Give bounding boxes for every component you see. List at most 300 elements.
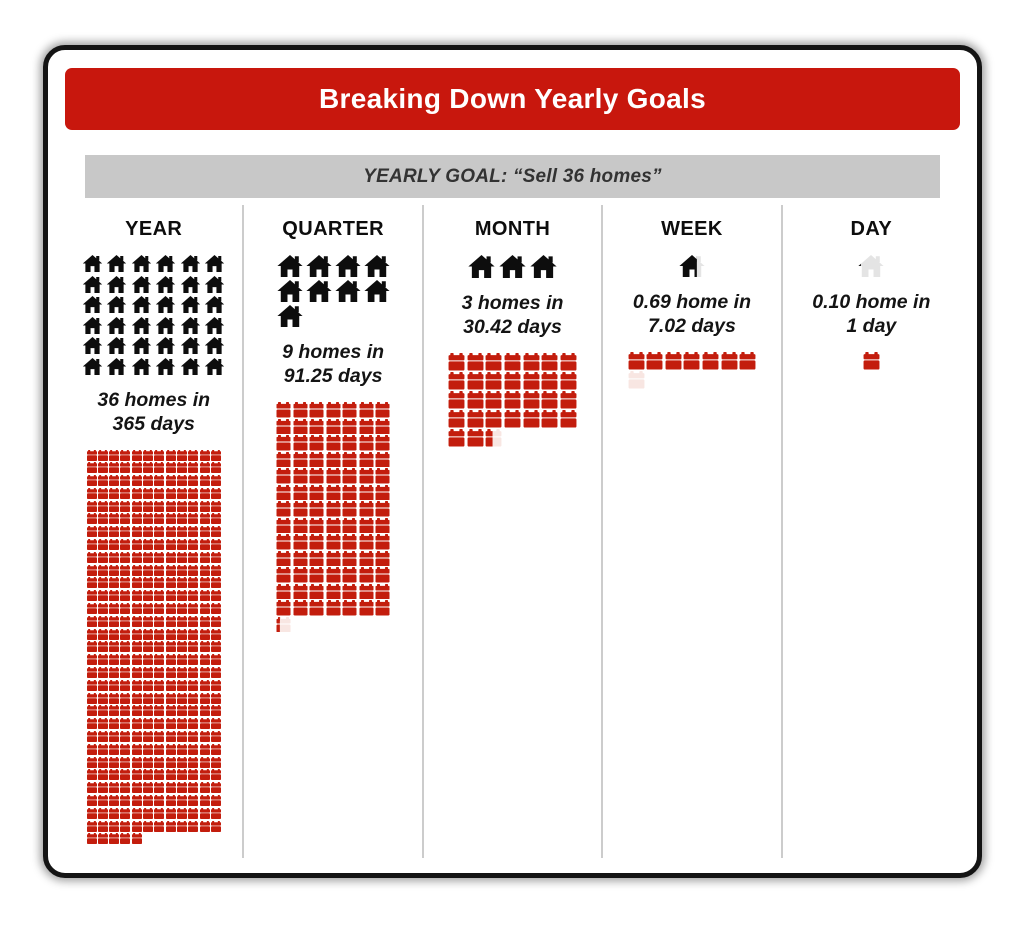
calendar-day-icon: [504, 372, 521, 390]
calendar-day-icon: [87, 731, 97, 742]
calendar-day-icon: [166, 757, 176, 768]
period-label: YEAR: [125, 218, 183, 240]
calendar-day-icon: [120, 450, 130, 461]
calendar-day-icon: [132, 629, 142, 640]
calendar-day-icon: [143, 577, 153, 588]
calendar-day-icon: [276, 551, 291, 567]
calendar-day-icon: [560, 372, 577, 390]
calendar-day-icon: [166, 552, 176, 563]
calendar-day-icon: [721, 352, 738, 370]
calendar-day-icon: [177, 539, 187, 550]
calendar-day-icon: [211, 744, 221, 755]
calendar-day-icon: [276, 419, 291, 435]
calendar-day-icon: [188, 462, 198, 473]
calendar-day-icon: [87, 718, 97, 729]
house-icon: [131, 296, 152, 313]
calendar-day-icon: [523, 410, 540, 428]
calendar-day-icon: [177, 808, 187, 819]
calendar-day-icon: [342, 518, 357, 534]
calendar-day-icon: [276, 485, 291, 501]
calendar-day-icon: [109, 833, 119, 844]
calendar-day-icon: [109, 795, 119, 806]
calendar-day-icon: [87, 795, 97, 806]
day-pictogram: [87, 450, 221, 845]
calendar-day-icon: [87, 450, 97, 461]
calendar-day-icon: [154, 680, 164, 691]
calendar-day-icon: [200, 629, 210, 640]
house-icon: [306, 280, 332, 302]
day-pictogram: [276, 402, 390, 632]
calendar-day-icon: [109, 693, 119, 704]
calendar-day-icon: [166, 475, 176, 486]
calendar-day-icon: [98, 680, 108, 691]
calendar-day-icon: [342, 567, 357, 583]
calendar-day-icon: [120, 590, 130, 601]
calendar-day-icon: [326, 551, 341, 567]
calendar-day-icon: [87, 693, 97, 704]
calendar-day-icon: [342, 435, 357, 451]
calendar-day-icon: [132, 590, 142, 601]
calendar-day-icon: [863, 352, 880, 370]
house-icon: [180, 255, 201, 272]
calendar-day-icon: [98, 488, 108, 499]
calendar-day-icon: [132, 821, 142, 832]
calendar-day-icon: [166, 641, 176, 652]
calendar-day-icon: [98, 795, 108, 806]
calendar-day-icon: [132, 552, 142, 563]
calendar-day-icon: [211, 641, 221, 652]
calendar-day-icon: [188, 475, 198, 486]
calendar-day-icon: [200, 693, 210, 704]
house-pictogram: [82, 255, 226, 375]
house-icon: [131, 276, 152, 293]
calendar-day-icon: [211, 757, 221, 768]
calendar-day-icon: [132, 565, 142, 576]
calendar-day-icon: [375, 600, 390, 616]
calendar-day-icon: [200, 616, 210, 627]
calendar-day-icon: [166, 488, 176, 499]
calendar-day-icon: [276, 452, 291, 468]
calendar-day-icon: [211, 705, 221, 716]
calendar-day-icon: [177, 526, 187, 537]
calendar-day-icon: [177, 616, 187, 627]
calendar-day-icon: [560, 353, 577, 371]
calendar-day-icon: [200, 475, 210, 486]
calendar-day-icon: [154, 629, 164, 640]
calendar-day-icon: [109, 629, 119, 640]
calendar-day-icon: [120, 603, 130, 614]
calendar-day-icon: [467, 391, 484, 409]
house-icon: [106, 255, 127, 272]
house-icon: [106, 317, 127, 334]
calendar-day-icon: [628, 352, 645, 370]
period-column: [783, 205, 960, 858]
calendar-day-icon: [154, 539, 164, 550]
house-icon: [204, 276, 225, 293]
calendar-day-icon: [188, 450, 198, 461]
calendar-day-icon: [560, 410, 577, 428]
calendar-day-icon: [485, 391, 502, 409]
calendar-day-icon: [188, 501, 198, 512]
calendar-day-icon: [211, 654, 221, 665]
calendar-day-icon: [211, 629, 221, 640]
calendar-day-icon: [342, 501, 357, 517]
calendar-day-icon: [342, 600, 357, 616]
calendar-day-icon: [143, 526, 153, 537]
calendar-day-icon: [98, 603, 108, 614]
calendar-day-icon: [143, 488, 153, 499]
calendar-day-icon: [523, 372, 540, 390]
calendar-day-icon: [188, 552, 198, 563]
house-icon: [530, 255, 557, 278]
calendar-day-icon: [143, 475, 153, 486]
calendar-day-icon: [87, 808, 97, 819]
calendar-day-icon: [98, 565, 108, 576]
house-pictogram: [858, 255, 884, 277]
calendar-day-icon: [177, 795, 187, 806]
calendar-day-icon: [154, 757, 164, 768]
house-icon-remainder: [858, 255, 884, 277]
calendar-day-icon: [448, 429, 465, 447]
house-icon-partial: [679, 255, 705, 277]
calendar-day-icon: [200, 795, 210, 806]
calendar-day-icon: [177, 705, 187, 716]
calendar-day-icon: [504, 391, 521, 409]
calendar-day-icon: [211, 680, 221, 691]
calendar-day-icon-partial: [485, 429, 502, 447]
house-icon: [364, 280, 390, 302]
calendar-day-icon: [188, 731, 198, 742]
calendar-day-icon: [342, 419, 357, 435]
calendar-day-icon: [359, 518, 374, 534]
calendar-day-icon: [120, 744, 130, 755]
house-icon: [106, 296, 127, 313]
calendar-day-icon: [120, 654, 130, 665]
calendar-day-icon: [154, 641, 164, 652]
calendar-day-icon: [177, 590, 187, 601]
calendar-day-icon: [120, 501, 130, 512]
calendar-day-icon: [200, 680, 210, 691]
calendar-day-icon: [120, 526, 130, 537]
calendar-day-icon: [188, 616, 198, 627]
calendar-day-icon: [109, 526, 119, 537]
house-icon: [131, 337, 152, 354]
calendar-day-icon: [326, 452, 341, 468]
calendar-day-icon: [87, 488, 97, 499]
caption-line-2: 91.25 days: [283, 365, 383, 387]
house-icon: [131, 317, 152, 334]
period-caption: [244, 340, 421, 388]
calendar-day-icon: [143, 782, 153, 793]
calendar-day-icon: [98, 552, 108, 563]
calendar-day-icon: [132, 475, 142, 486]
calendar-day-icon: [211, 513, 221, 524]
calendar-day-icon: [109, 769, 119, 780]
calendar-day-icon: [132, 513, 142, 524]
calendar-day-icon: [109, 616, 119, 627]
calendar-day-icon: [485, 353, 502, 371]
calendar-day-icon: [143, 744, 153, 755]
calendar-day-icon: [132, 667, 142, 678]
calendar-day-icon: [211, 475, 221, 486]
calendar-day-icon: [132, 782, 142, 793]
calendar-day-icon: [211, 590, 221, 601]
calendar-day-icon-partial: [276, 617, 291, 633]
calendar-day-icon: [177, 782, 187, 793]
calendar-day-icon: [188, 565, 198, 576]
calendar-day-icon: [177, 757, 187, 768]
calendar-day-icon: [120, 577, 130, 588]
house-icon: [155, 358, 176, 375]
calendar-day-icon: [98, 616, 108, 627]
calendar-day-icon: [143, 693, 153, 704]
calendar-day-icon: [188, 629, 198, 640]
calendar-day-icon: [523, 353, 540, 371]
period-label: QUARTER: [282, 218, 384, 240]
calendar-day-icon: [293, 551, 308, 567]
calendar-day-icon: [211, 667, 221, 678]
calendar-day-icon: [200, 513, 210, 524]
house-icon: [277, 305, 303, 327]
calendar-day-icon: [177, 552, 187, 563]
calendar-day-icon: [211, 552, 221, 563]
calendar-day-icon: [132, 718, 142, 729]
calendar-day-icon: [188, 539, 198, 550]
house-icon: [82, 337, 103, 354]
calendar-day-icon: [132, 450, 142, 461]
calendar-day-icon: [154, 616, 164, 627]
calendar-day-icon: [166, 577, 176, 588]
calendar-day-icon: [98, 590, 108, 601]
calendar-day-icon: [188, 769, 198, 780]
calendar-day-icon: [375, 567, 390, 583]
calendar-day-icon: [188, 577, 198, 588]
calendar-day-icon: [120, 795, 130, 806]
calendar-day-icon: [87, 705, 97, 716]
calendar-day-icon: [143, 565, 153, 576]
calendar-day-icon: [143, 450, 153, 461]
calendar-day-icon: [188, 641, 198, 652]
calendar-day-icon: [87, 501, 97, 512]
calendar-day-icon: [200, 577, 210, 588]
calendar-day-icon: [326, 518, 341, 534]
calendar-day-icon: [154, 693, 164, 704]
calendar-day-icon: [200, 757, 210, 768]
calendar-day-icon: [154, 718, 164, 729]
house-icon: [306, 255, 332, 277]
calendar-day-icon: [132, 526, 142, 537]
calendar-day-icon: [309, 551, 324, 567]
calendar-day-icon: [98, 501, 108, 512]
calendar-day-icon: [154, 769, 164, 780]
calendar-day-icon: [326, 567, 341, 583]
calendar-day-icon: [166, 565, 176, 576]
calendar-day-icon: [375, 584, 390, 600]
calendar-day-icon: [109, 654, 119, 665]
calendar-day-icon: [177, 577, 187, 588]
calendar-day-icon: [375, 468, 390, 484]
calendar-day-icon: [154, 654, 164, 665]
calendar-day-icon: [109, 501, 119, 512]
calendar-day-icon: [120, 539, 130, 550]
calendar-day-icon: [188, 590, 198, 601]
calendar-day-icon: [177, 629, 187, 640]
calendar-day-icon: [166, 769, 176, 780]
calendar-day-icon: [560, 391, 577, 409]
calendar-day-icon: [98, 462, 108, 473]
house-icon: [364, 255, 390, 277]
calendar-day-icon: [87, 526, 97, 537]
house-icon: [335, 255, 361, 277]
calendar-day-icon: [87, 782, 97, 793]
calendar-day-icon: [211, 565, 221, 576]
calendar-day-icon: [200, 744, 210, 755]
calendar-day-icon: [132, 462, 142, 473]
house-icon: [180, 317, 201, 334]
calendar-day-icon: [109, 782, 119, 793]
calendar-day-icon: [132, 757, 142, 768]
calendar-day-icon: [359, 600, 374, 616]
calendar-day-icon: [359, 584, 374, 600]
calendar-day-icon: [87, 821, 97, 832]
calendar-day-icon: [541, 353, 558, 371]
calendar-day-icon: [132, 795, 142, 806]
calendar-day-icon: [98, 782, 108, 793]
calendar-day-icon: [87, 590, 97, 601]
calendar-day-icon: [87, 513, 97, 524]
calendar-day-icon: [177, 565, 187, 576]
period-caption: [424, 291, 601, 339]
calendar-day-icon: [448, 372, 465, 390]
calendar-day-icon: [359, 534, 374, 550]
calendar-day-icon: [293, 584, 308, 600]
calendar-day-icon: [120, 821, 130, 832]
calendar-day-icon: [109, 667, 119, 678]
calendar-day-icon: [211, 795, 221, 806]
calendar-day-icon: [98, 667, 108, 678]
calendar-day-icon: [211, 577, 221, 588]
calendar-day-icon: [211, 718, 221, 729]
calendar-day-icon: [177, 462, 187, 473]
calendar-day-icon: [98, 769, 108, 780]
calendar-day-icon: [120, 616, 130, 627]
calendar-day-icon: [211, 526, 221, 537]
calendar-day-icon: [359, 551, 374, 567]
calendar-day-icon: [177, 488, 187, 499]
calendar-day-icon: [375, 402, 390, 418]
calendar-day-icon: [177, 603, 187, 614]
calendar-day-icon: [109, 821, 119, 832]
calendar-day-icon: [120, 488, 130, 499]
calendar-day-icon: [467, 429, 484, 447]
calendar-day-icon: [375, 452, 390, 468]
calendar-day-icon: [188, 808, 198, 819]
page-title: Breaking Down Yearly Goals: [319, 83, 706, 114]
calendar-day-icon: [342, 485, 357, 501]
calendar-day-icon: [177, 731, 187, 742]
calendar-day-icon: [188, 782, 198, 793]
calendar-day-icon: [293, 402, 308, 418]
calendar-day-icon: [188, 744, 198, 755]
calendar-day-icon: [98, 757, 108, 768]
calendar-day-icon: [120, 629, 130, 640]
calendar-day-icon: [200, 718, 210, 729]
calendar-day-icon: [448, 391, 465, 409]
calendar-day-icon: [120, 705, 130, 716]
calendar-day-icon: [342, 402, 357, 418]
caption-line-1: 0.69 home in: [632, 291, 751, 313]
calendar-day-icon: [132, 641, 142, 652]
calendar-day-icon: [359, 567, 374, 583]
calendar-day-icon: [177, 693, 187, 704]
calendar-day-icon: [120, 667, 130, 678]
house-icon: [499, 255, 526, 278]
calendar-day-icon: [200, 705, 210, 716]
calendar-day-icon: [143, 552, 153, 563]
calendar-day-icon: [342, 468, 357, 484]
calendar-day-icon: [154, 565, 164, 576]
day-pictogram: [448, 353, 577, 447]
calendar-day-icon: [166, 667, 176, 678]
calendar-day-icon: [87, 680, 97, 691]
calendar-day-icon: [143, 680, 153, 691]
calendar-day-icon: [120, 782, 130, 793]
calendar-day-icon: [177, 821, 187, 832]
calendar-day-icon: [87, 833, 97, 844]
calendar-day-icon: [504, 410, 521, 428]
calendar-day-icon: [166, 731, 176, 742]
house-icon: [82, 358, 103, 375]
calendar-day-icon: [188, 718, 198, 729]
calendar-day-icon: [87, 744, 97, 755]
calendar-day-icon: [98, 654, 108, 665]
calendar-day-icon: [342, 551, 357, 567]
calendar-day-icon: [154, 552, 164, 563]
calendar-day-icon: [359, 468, 374, 484]
calendar-day-icon: [309, 600, 324, 616]
calendar-day-icon: [293, 600, 308, 616]
calendar-day-icon: [143, 616, 153, 627]
calendar-day-icon: [154, 488, 164, 499]
house-icon: [204, 337, 225, 354]
calendar-day-icon: [143, 821, 153, 832]
calendar-day-icon: [154, 705, 164, 716]
calendar-day-icon: [211, 769, 221, 780]
period-caption: [603, 290, 780, 338]
calendar-day-icon: [309, 518, 324, 534]
calendar-day-icon: [200, 450, 210, 461]
period-caption: [65, 388, 242, 436]
calendar-day-icon: [143, 731, 153, 742]
calendar-day-icon: [166, 718, 176, 729]
calendar-day-icon-partial: [628, 371, 645, 389]
period-column: [65, 205, 244, 858]
calendar-day-icon: [154, 462, 164, 473]
calendar-day-icon: [177, 641, 187, 652]
calendar-day-icon: [143, 808, 153, 819]
calendar-day-icon: [143, 590, 153, 601]
calendar-day-icon: [309, 567, 324, 583]
calendar-day-icon: [166, 693, 176, 704]
calendar-day-icon: [200, 501, 210, 512]
calendar-day-icon: [98, 577, 108, 588]
caption-line-2: 1 day: [846, 315, 897, 337]
house-icon: [82, 296, 103, 313]
house-icon: [155, 296, 176, 313]
calendar-day-icon: [188, 513, 198, 524]
caption-line-1: 3 homes in: [461, 292, 564, 314]
house-icon: [204, 255, 225, 272]
